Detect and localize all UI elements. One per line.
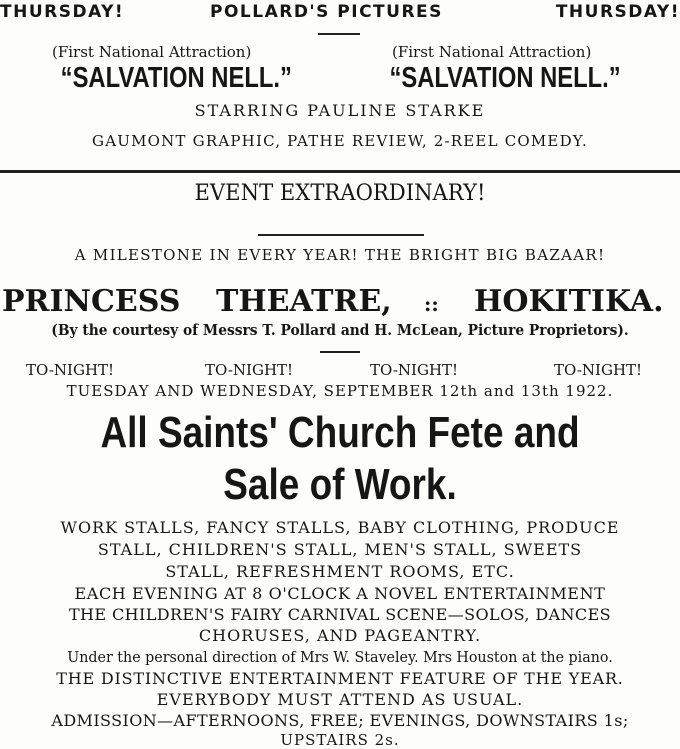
attraction-right: (First National Attraction) [392,43,592,61]
film-title-left: “SALVATION NELL.” [60,62,292,94]
attend-line: EVERYBODY MUST ATTEND AS USUAL. [156,690,524,709]
evening-line-1: EACH EVENING AT 8 O'CLOCK A NOVEL ENTERTAINMENT [74,584,606,603]
day-right: THURSDAY! [555,2,680,22]
tonight-2: TO-NIGHT! [205,361,294,379]
tonight-1: TO-NIGHT! [26,361,115,379]
venue-separator: :: [424,292,439,316]
admission-line-2: UPSTAIRS 2s. [280,731,400,749]
courtesy-line: (By the courtesy of Messrs T. Pollard and H. McLean, Picture Proprietors). [51,321,629,339]
pollard-header-row [0,2,680,26]
tonight-3: TO-NIGHT! [370,361,459,379]
venue-row [0,284,680,320]
evening-line-2: THE CHILDREN'S FAIRY CARNIVAL SCENE—SOLOS, DANCES [68,605,612,624]
stalls-line-2: STALL, CHILDREN'S STALL, MEN'S STALL, SWEETS [97,540,583,559]
section-divider [0,170,680,173]
day-left: THURSDAY! [0,2,125,22]
feature-line: THE DISTINCTIVE ENTERTAINMENT FEATURE OF THE YEAR. [56,669,624,688]
ornament-rule [258,234,424,236]
fete-title-line2: Sale of Work. [223,460,457,509]
stalls-line-3: STALL, REFRESHMENT ROOMS, ETC. [165,562,515,581]
venue-name: PRINCESS [2,284,181,319]
event-headline: EVENT EXTRAORDINARY! [194,181,486,206]
fete-title-line1: All Saints' Church Fete and [100,408,580,457]
stalls-line-1: WORK STALLS, FANCY STALLS, BABY CLOTHING, PRODUCE [60,518,620,537]
film-title-right: “SALVATION NELL.” [389,62,621,94]
tagline: A MILESTONE IN EVERY YEAR! THE BRIGHT BIG BAZAAR! [74,246,606,264]
header-divider [318,33,360,35]
attraction-left: (First National Attraction) [52,43,252,61]
tonight-4: TO-NIGHT! [554,361,643,379]
cinema-name: POLLARD'S PICTURES [210,2,443,22]
courtesy-divider [320,351,360,353]
date-line: TUESDAY AND WEDNESDAY, SEPTEMBER 12th and 13th 1922. [66,382,614,400]
attraction-row [0,43,680,63]
venue-theatre: THEATRE, [216,284,392,319]
venue-town: HOKITIKA. [474,284,664,319]
tonight-row [0,361,680,381]
film-title-row [0,62,680,98]
direction-line: Under the personal direction of Mrs W. Staveley. Mrs Houston at the piano. [67,648,613,666]
starring-line: STARRING PAULINE STARKE [194,101,486,120]
admission-line-1: ADMISSION—AFTERNOONS, FREE; EVENINGS, DOWNSTAIRS 1s; [51,711,629,730]
evening-line-3: CHORUSES, AND PAGEANTRY. [198,626,482,645]
support-line: GAUMONT GRAPHIC, PATHE REVIEW, 2-REEL COMEDY. [92,132,588,150]
